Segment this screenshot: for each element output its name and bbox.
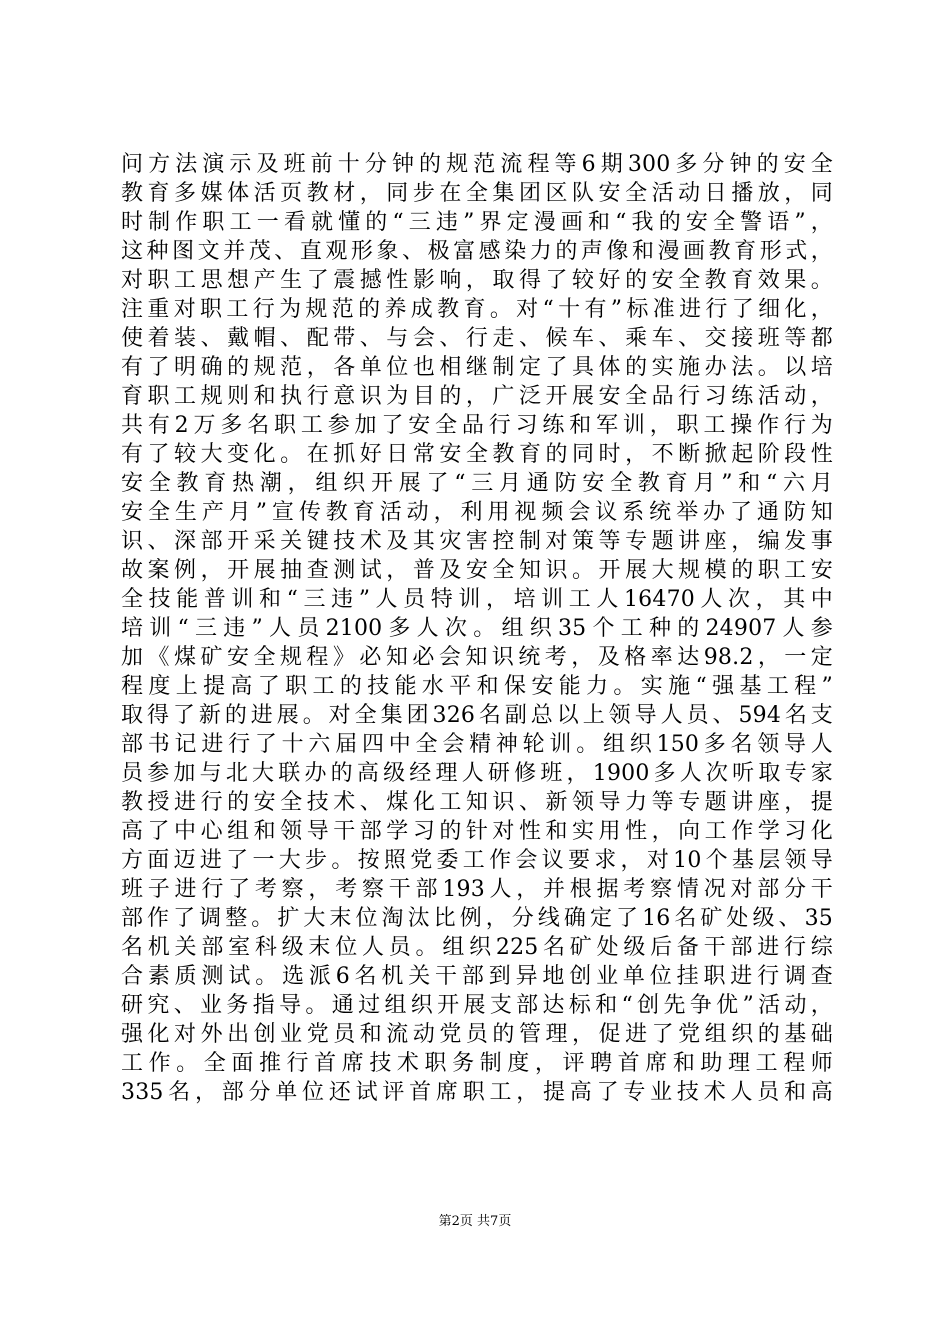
text-line: 教授进行的安全技术、煤化工知识、新领导力等专题讲座，提 <box>121 790 833 815</box>
text-line: 班子进行了考察，考察干部193人，并根据考察情况对部分干 <box>121 877 833 902</box>
body-text <box>121 150 833 1107</box>
page-footer: 第2页 共7页 <box>438 1214 512 1229</box>
text-line: 名机关部室科级末位人员。组织225名矿处级后备干部进行综 <box>121 935 833 960</box>
text-line: 研究、业务指导。通过组织开展支部达标和“创先争优”活动， <box>121 993 833 1018</box>
text-line: 培训“三违”人员2100多人次。组织35个工种的24907人参 <box>121 616 833 641</box>
text-line: 方面迈进了一大步。按照党委工作会议要求，对10个基层领导 <box>121 848 833 873</box>
text-line: 对职工思想产生了震撼性影响，取得了较好的安全教育效果。 <box>121 268 833 293</box>
text-line: 部书记进行了十六届四中全会精神轮训。组织150多名领导人 <box>121 732 833 757</box>
text-line: 合素质测试。选派6名机关干部到异地创业单位挂职进行调查 <box>121 964 833 989</box>
text-line: 识、深部开采关键技术及其灾害控制对策等专题讲座，编发事 <box>121 529 833 554</box>
text-line: 强化对外出创业党员和流动党员的管理，促进了党组织的基础 <box>121 1022 833 1047</box>
text-line: 全技能普训和“三违”人员特训，培训工人16470人次，其中 <box>121 587 833 612</box>
text-line: 故案例，开展抽查测试，普及安全知识。开展大规模的职工安 <box>121 558 833 583</box>
text-line: 问方法演示及班前十分钟的规范流程等6期300多分钟的安全 <box>121 152 833 177</box>
text-line: 注重对职工行为规范的养成教育。对“十有”标准进行了细化， <box>121 297 833 322</box>
text-line: 部作了调整。扩大末位淘汰比例，分线确定了16名矿处级、35 <box>121 906 833 931</box>
text-line: 有了较大变化。在抓好日常安全教育的同时，不断掀起阶段性 <box>121 442 833 467</box>
text-line: 时制作职工一看就懂的“三违”界定漫画和“我的安全警语”， <box>121 210 833 235</box>
text-line: 安全教育热潮，组织开展了“三月通防安全教育月”和“六月 <box>121 471 833 496</box>
text-line: 使着装、戴帽、配带、与会、行走、候车、乘车、交接班等都 <box>121 326 833 351</box>
text-line: 共有2万多名职工参加了安全品行习练和军训，职工操作行为 <box>121 413 833 438</box>
text-line: 有了明确的规范，各单位也相继制定了具体的实施办法。以培 <box>121 355 833 380</box>
text-line: 安全生产月”宣传教育活动，利用视频会议系统举办了通防知 <box>121 500 833 525</box>
text-line: 这种图文并茂、直观形象、极富感染力的声像和漫画教育形式， <box>121 239 833 264</box>
text-line: 教育多媒体活页教材，同步在全集团区队安全活动日播放，同 <box>121 181 833 206</box>
text-line: 员参加与北大联办的高级经理人研修班，1900多人次听取专家 <box>121 761 833 786</box>
text-line: 程度上提高了职工的技能水平和保安能力。实施“强基工程” <box>121 674 833 699</box>
text-line: 335名，部分单位还试评首席职工，提高了专业技术人员和高 <box>121 1080 833 1105</box>
text-line: 工作。全面推行首席技术职务制度，评聘首席和助理工程师 <box>121 1051 833 1076</box>
text-line: 高了中心组和领导干部学习的针对性和实用性，向工作学习化 <box>121 819 833 844</box>
text-line: 加《煤矿安全规程》必知必会知识统考，及格率达98.2，一定 <box>121 645 833 670</box>
text-line: 取得了新的进展。对全集团326名副总以上领导人员、594名支 <box>121 703 833 728</box>
text-line: 育职工规则和执行意识为目的，广泛开展安全品行习练活动， <box>121 384 833 409</box>
